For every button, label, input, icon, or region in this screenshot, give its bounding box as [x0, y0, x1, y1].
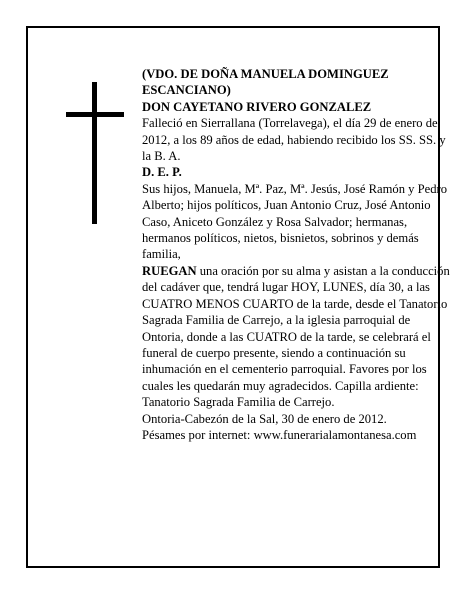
cross-icon	[92, 82, 97, 224]
obituary-frame	[26, 26, 450, 568]
ruegan-paragraph	[142, 263, 454, 411]
family-list: Sus hijos, Manuela, Mª. Paz, Mª. Jesús, José Ramón y Pedro Alberto; hijos políticos, Juan Antonio Cruz, José Antonio Caso, Aniceto González y Rosa Salvador; hermanas, hermanos políticos, nietos, bisnietos, sobrinos y demás familia,	[142, 181, 447, 262]
dep-line: D. E. P.	[142, 165, 182, 180]
cross-icon-bar	[66, 112, 124, 117]
deceased-name: DON CAYETANO RIVERO GONZALEZ	[142, 99, 372, 114]
widow-of-line: (VDO. DE DOÑA MANUELA DOMINGUEZ ESCANCIANO)	[142, 67, 389, 98]
ruegan-label: RUEGAN	[142, 263, 197, 278]
obituary-text	[142, 66, 454, 443]
death-details: Falleció en Sierrallana (Torrelavega), el día 29 de enero de 2012, a los 89 años de edad, habiendo recibido los SS. SS. y la B. A.	[142, 116, 446, 164]
condolences-line: Pésames por internet: www.funerarialamontanesa.com	[142, 427, 417, 442]
ruegan-text: una oración por su alma y asistan a la conducción del cadáver que, tendrá lugar HOY, LUNES, día 30, a las CUATRO MENOS CUARTO de la tarde, desde el Tanatorio Sagrada Familia de Carrejo, a la iglesia parroquial de Ontoria, donde a las CUATRO de la tarde, se celebrará el funeral de cuerpo presente, siendo a continuación su inhumación en el cementerio parroquial. Favores por los cuales les quedarán muy agradecidos. Capilla ardiente: Tanatorio Sagrada Familia de Carrejo.	[142, 263, 450, 410]
place-date: Ontoria-Cabezón de la Sal, 30 de enero de 2012.	[142, 411, 387, 426]
